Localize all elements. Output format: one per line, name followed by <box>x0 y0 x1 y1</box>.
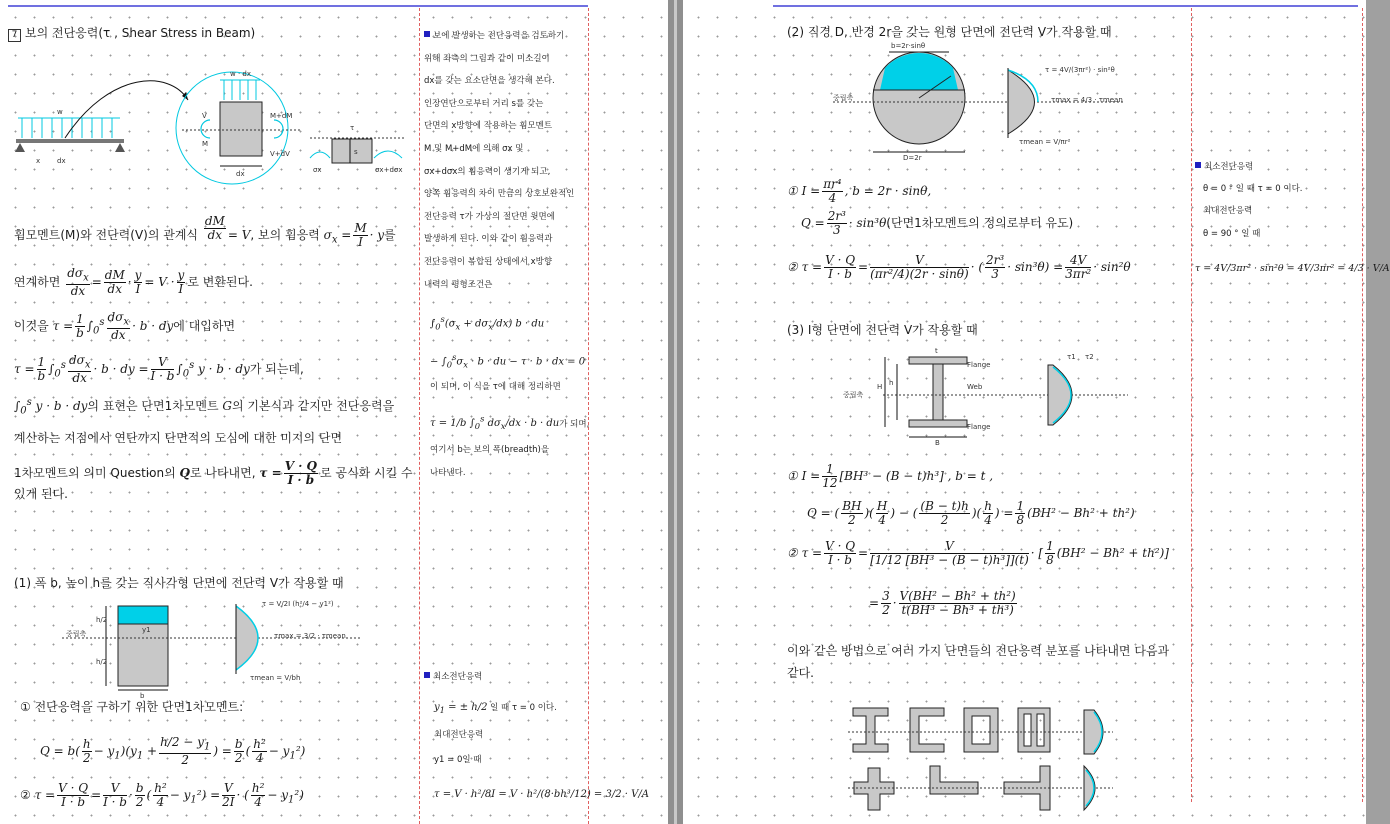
side-note-l2: 이 되며, 이 식을 τ에 대해 정리하면 <box>430 382 561 392</box>
sx-label: σx <box>313 166 322 174</box>
section-1-title: (1) 폭 b, 높이 h를 갖는 직사각형 단면에 전단력 V가 작용할 때 <box>14 576 344 590</box>
i-shape <box>853 708 888 752</box>
side-max-eq: τ = V · h²/8I = V · h²/(8·bh³/12) = 3/2 · V/A <box>434 789 649 800</box>
page-top-border <box>773 5 1358 7</box>
flange-bottom-label: Flange <box>967 423 991 431</box>
i-item-1: ① I = $\frac{1}{12}$ [BH³ − (B − t)h³] , b = t , <box>787 462 994 490</box>
side-note-l5: 나타낸다. <box>430 468 466 478</box>
side-max-shear-cond: y1 = 0일 때 <box>434 755 482 765</box>
top-width-label: b=2r·sinθ <box>891 42 926 50</box>
side-max-eq-right: τ = 4V/3πr² · sin²θ = 4V/3πr² = 4/3 · V/A <box>1195 263 1390 274</box>
section-title <box>8 26 255 42</box>
section-3-title: (3) I형 단면에 전단력 V가 작용할 때 <box>787 323 978 337</box>
title-text: 보의 전단응력(τ , Shear Stress in Beam) <box>25 26 256 40</box>
h-half-top: h/2 <box>96 616 108 624</box>
side-note-line-8: 전단응력 τ가 가상의 절단면 윗면에 <box>424 211 555 222</box>
support-right <box>115 143 125 152</box>
dx-label: dx <box>236 170 245 178</box>
title-number-box: 7 <box>8 29 21 42</box>
side-note-line-6: σx+dσx의 휨응력이 생기게 되고, <box>424 166 551 177</box>
tau-max-circle-label: τmax = 4/3 · τmean <box>1051 96 1123 104</box>
tau-formula-label: τ = V/2I (h²/4 − y1²) <box>262 600 334 608</box>
rectangle-section-figure <box>62 598 382 700</box>
neutral-axis-label: 중립축 <box>833 94 854 102</box>
section-shapes-figure <box>848 700 1148 824</box>
side-note-line-0: 보에 발생하는 전단응력을 검토하기 <box>424 25 584 48</box>
side-max-shear-title: 최대전단응력 <box>434 730 484 740</box>
i-item-2-result: = $\frac{3}{2}$ · $\frac{\text{V(BH² − Bh² + th²)}}{\text{t(BH³ − Bh³ + th³)}}$ <box>869 589 1016 617</box>
s-label: s <box>354 148 358 156</box>
item-1: ① 전단응력을 구하기 위한 단면1차모멘트: <box>20 700 244 714</box>
b-label: b <box>140 692 145 700</box>
tau-label: τ <box>350 124 355 132</box>
element-block <box>220 102 262 156</box>
mdm-label: M+dM <box>270 112 293 120</box>
item-2-formula: ② τ = $\frac{V \cdot Q}{I \cdot b}$ = $\frac{V}{I \cdot b}$ · $\frac{b}{2}$ ( $\frac{\text{h²}}{4}$ − $y_1^2$) = $\frac{V}{2I}$ · ( $\frac{\text{h²}}{4}$ − $y_1^2$) <box>20 781 304 809</box>
side-min-shear-cond: $y_1$ = ± h/2 일 때 τ = 0 이다. <box>434 702 557 715</box>
wdx-label: w · dx <box>230 70 251 78</box>
para-line-7: 1차모멘트의 의미 Question의 Q로 나타내면, τ = $\frac{V \cdot Q}{I \cdot b}$ 로 공식화 시킬 수 <box>14 459 413 487</box>
para-line-3: 이것을 τ = $\frac{1}{b}$ $\int_0^s$ $\frac{d\sigma_x}{dx}$ · b · dy에 대입하면 <box>14 310 236 343</box>
item-1-formula: Q = b( $\frac{h}{2}$ − $y_1)(y_1$ + $\frac{h/2 - y_1}{2}$ ) = $\frac{b}{2}$ ( $\frac{\text{h²}}{4}$ − $y_1^2$) <box>40 735 306 768</box>
page-gap <box>668 0 683 824</box>
para-line-6: 계산하는 지점에서 연단까지 단면적의 도심에 대한 미지의 단면 <box>14 431 343 445</box>
side-note-line-7: 양쪽 휨응력의 차이 만큼의 상호보완적인 <box>424 189 575 200</box>
side-note-line-10: 전단응력이 복합된 상태에서 x방향 <box>424 256 553 267</box>
v-label: V <box>202 112 207 120</box>
side-max-shear-title-right: 최대전단응력 <box>1203 206 1253 216</box>
w-label: w <box>57 108 63 116</box>
side-min-shear-cond-right: θ = 0 ° 일 때 τ = 0 이다. <box>1203 184 1303 194</box>
i-section-figure <box>843 345 1143 445</box>
tee-shape <box>930 766 978 794</box>
sxdsx-label: σx+dσx <box>375 166 403 174</box>
support-left <box>15 143 25 152</box>
beam-element-figure <box>10 60 415 190</box>
box-shape <box>964 708 998 752</box>
section-2-title: (2) 직경 D, 반경 2r을 갖는 원형 단면에 전단력 V가 작용할 때 <box>787 25 1112 39</box>
side-note-column-right <box>1191 8 1363 802</box>
tau1-label: τ1 <box>1067 353 1076 361</box>
circle-item-1: ① I = $\frac{\text{πr⁴}}{4}$ , b = 2r · sinθ, <box>787 177 932 205</box>
side-note-line-4: 단면의 x방향에 작용하는 휨모멘트 <box>424 121 553 132</box>
side-note-line-2: dx를 갖는 요소단면을 생각해 본다. <box>424 76 555 87</box>
para-line-5: $\int_0^s$ y · b · dy의 표현은 단면1차모멘트 G의 기본식과 같지만 전단응력을 <box>14 397 395 417</box>
tau-mean-circle-label: τmean = V/πr² <box>1019 138 1071 146</box>
side-note-line-3: 인장연단으로부터 거리 s를 갖는 <box>424 98 544 109</box>
m-label: M <box>202 140 209 148</box>
side-note-line-11: 내력의 평형조건은 <box>424 279 493 290</box>
tau-circle-label: τ = 4V/(3πr²) · sin²θ <box>1045 66 1115 74</box>
diameter-label: D=2r <box>903 154 922 162</box>
para-line-1: 휨모멘트(M)와 전단력(V)의 관계식 $\frac{dM}{dx}$ = V, 보의 휨응력 $\sigma_x$ = $\frac{M}{I}$ · y를 <box>14 214 396 249</box>
tau-max-label: τmax = 3/2 · τmean <box>274 632 346 640</box>
side-note-left <box>424 25 584 296</box>
outro-line-1: 이와 같은 방법으로 여러 가지 단면들의 전단응력 분포를 나타내면 다음과 <box>787 644 1170 658</box>
distributed-load <box>18 118 120 138</box>
neutral-axis-label: 중립축 <box>843 391 864 399</box>
h-label: h <box>889 379 894 387</box>
side-min-shear-title-right: 최소전단응력 <box>1195 162 1253 173</box>
side-note-line-1: 위해 좌측의 그림과 같이 미소길이 <box>424 53 550 64</box>
B-label: B <box>935 439 940 447</box>
document-page-right <box>683 0 1390 824</box>
i-item-2: ② τ = $\frac{V \cdot Q}{I \cdot b}$ = $\frac{V}{\text{[1/12 [BH³ − (B − t)h³]](t)}}$ · [ $\frac{1}{8}$ (BH² − Bh² + th²)] <box>787 539 1169 567</box>
document-page-left <box>0 0 668 824</box>
circle-section-figure <box>833 40 1133 160</box>
side-min-shear-title: 최소전단응력 <box>424 672 482 683</box>
page-top-border <box>8 5 588 7</box>
vdv-label: V+dV <box>270 150 290 158</box>
h-half-bottom: h/2 <box>96 658 108 666</box>
para-line-4: τ = $\frac{1}{b}$ $\int_0^s$ $\frac{d\sigma_x}{dx}$ · b · dy = $\frac{V}{I \cdot b}$ $\int_0^s$ y · b · dy가 되는데, <box>14 353 304 386</box>
outro-line-2: 같다. <box>787 666 814 680</box>
side-eq-1: $\int_0^s(\sigma_x + d\sigma_x/dx) b$ · du <box>430 314 545 332</box>
t-label: t <box>935 347 938 355</box>
tau2-label: τ2 <box>1085 353 1094 361</box>
y1-label: y1 <box>142 626 151 634</box>
x-label: x <box>36 157 41 165</box>
side-note-line-9: 발생하게 된다. 이와 같이 휨응력과 <box>424 234 553 245</box>
tau-mean-label: τmean = V/bh <box>250 674 301 682</box>
dx-label-small: dx <box>57 157 66 165</box>
double-box-shape <box>1018 708 1050 752</box>
H-label: H <box>877 383 883 391</box>
angle-shape <box>1004 766 1050 810</box>
circle-item-1-q: Q = $\frac{\text{2r³}}{3}$ · sin³θ(단면1차모멘트의 정의로부터 유도) <box>801 209 1074 237</box>
para-line-2: 연계하면 $\frac{d\sigma_x}{dx}$ = $\frac{dM}{dx}$ · $\frac{y}{I}$ = V · $\frac{y}{I}$ 로 변환된다. <box>14 266 253 299</box>
side-max-shear-cond-right: θ = 90 ° 일 때 <box>1203 229 1261 239</box>
cross-shape <box>854 768 894 810</box>
side-note-l3: τ = 1/b $\int_0^s$ $d\sigma_x/dx \cdot b$ · du가 되며, <box>430 414 590 432</box>
side-note-l4: 여기서 b는 보의 폭(breadth)을 <box>430 445 550 455</box>
para-line-8: 있게 된다. <box>14 487 68 501</box>
flange-top-label: Flange <box>967 361 991 369</box>
channel-shape <box>910 708 944 752</box>
side-note-line-5: M 및 M+dM에 의해 σx 및 <box>424 143 524 154</box>
side-eq-2: − $\int_0^s\sigma_x \cdot b$ · du − τ · b · dx = 0 <box>430 352 586 370</box>
neutral-axis-label: 중립축 <box>66 630 87 638</box>
beam <box>16 139 124 143</box>
bullet-icon <box>424 31 430 37</box>
web-label: Web <box>967 383 983 391</box>
circle-item-2: ② τ = $\frac{V \cdot Q}{I \cdot b}$ = $\frac{V}{\text{(πr²/4)(2r · sinθ)}}$ · ( $\frac{\text{2r³}}{3}$ · sin³θ) = $\frac{4V}{\text{3πr²}}$ · sin²θ <box>787 253 1131 281</box>
i-item-1-q: Q = ( $\frac{BH}{2}$ )( $\frac{H}{4}$ ) − ( $\frac{(B - t)h}{2}$ )( $\frac{h}{4}$ ) = $\frac{1}{8}$ (BH² − Bh² + th²) <box>807 499 1135 527</box>
bullet-icon <box>1195 162 1201 168</box>
bullet-icon <box>424 672 430 678</box>
cut-element <box>332 139 372 163</box>
